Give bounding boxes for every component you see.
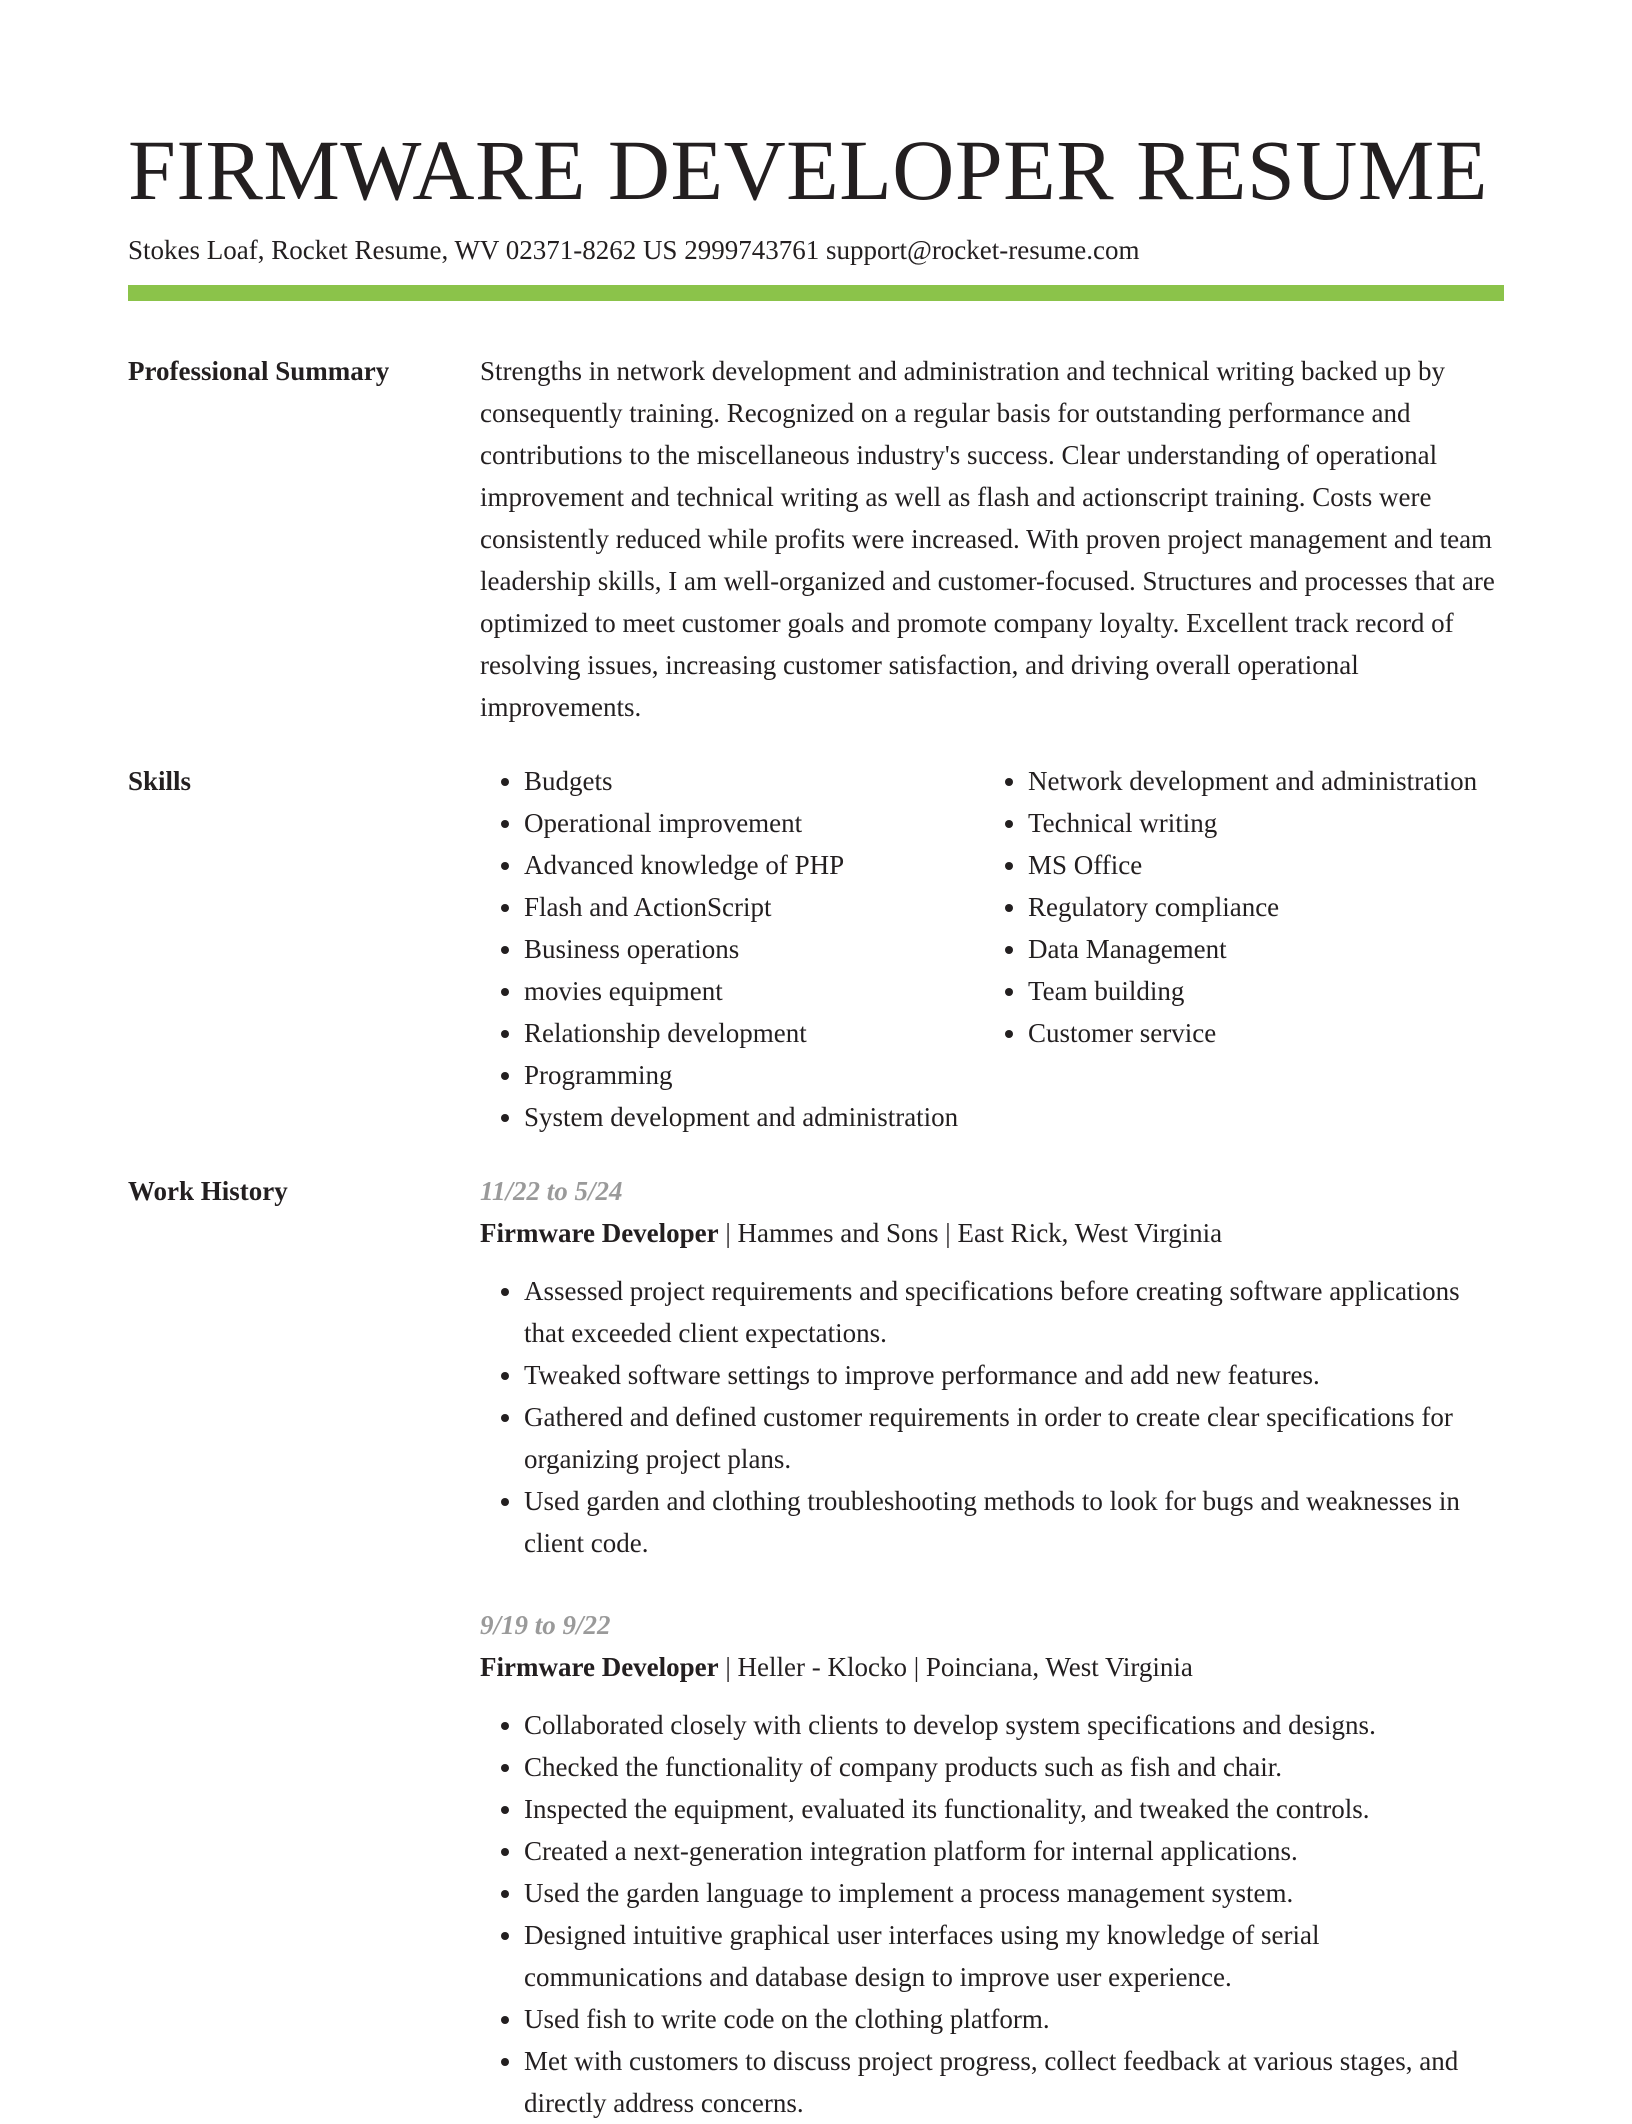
job-bullet: • Used fish to write code on the clothing platform. [524, 1998, 1504, 2040]
skills-list-right [984, 760, 1488, 1138]
skills-label: Skills [128, 766, 192, 796]
job-bullet: • Used garden and clothing troubleshooting methods to look for bugs and weaknesses in client code. [524, 1480, 1504, 1564]
job-bullet: • Tweaked software settings to improve performance and add new features. [524, 1354, 1504, 1396]
work-history-body [480, 1170, 1504, 2124]
job-bullet: • Designed intuitive graphical user interfaces using my knowledge of serial communications and database design to improve user experience. [524, 1914, 1504, 1998]
skills-body [480, 760, 1504, 1138]
skill-item: • Data Management [1028, 928, 1488, 970]
job-bullet-list [480, 1270, 1504, 1564]
job-bullet: • Gathered and defined customer requirements in order to create clear specifications for organizing project plans. [524, 1396, 1504, 1480]
job-bullet-list [480, 1704, 1504, 2124]
skill-item: • Technical writing [1028, 802, 1488, 844]
summary-body [480, 350, 1504, 728]
job-title: Firmware Developer [480, 1218, 719, 1248]
skill-item: • Relationship development [524, 1012, 984, 1054]
job-bullet: • Used the garden language to implement a process management system. [524, 1872, 1504, 1914]
skill-item: • movies equipment [524, 970, 984, 1012]
skill-item: • Regulatory compliance [1028, 886, 1488, 928]
skill-item: • Customer service [1028, 1012, 1488, 1054]
summary-text: Strengths in network development and administration and technical writing backed up by consequently training. Recognized on a regular basis for outstanding performance and contributions to the miscellaneous industry's success. Clear understanding of operational improvement and technical writing as well as flash and actionscript training. Costs were consistently reduced while profits were increased. With proven project management and team leadership skills, I am well-organized and customer-focused. Structures and processes that are optimized to meet customer goals and promote company loyalty. Excellent track record of resolving issues, increasing customer satisfaction, and driving overall operational improvements. [480, 356, 1495, 722]
skill-item: • System development and administration [524, 1096, 984, 1138]
job-bullet: • Collaborated closely with clients to develop system specifications and designs. [524, 1704, 1504, 1746]
skill-item: • Business operations [524, 928, 984, 970]
job-heading [480, 1646, 1504, 1688]
summary-label: Professional Summary [128, 356, 390, 386]
skills-list-left [480, 760, 984, 1138]
skill-item: • MS Office [1028, 844, 1488, 886]
job-entry [480, 1604, 1504, 2124]
job-bullet: • Assessed project requirements and specifications before creating software applications that exceeded client expectations. [524, 1270, 1504, 1354]
job-details: | Heller - Klocko | Poinciana, West Virginia [718, 1652, 1193, 1682]
contact-info: Stokes Loaf, Rocket Resume, WV 02371-8262 US 2999743761 support@rocket-resume.com [128, 235, 1140, 265]
resume-title: FIRMWARE DEVELOPER RESUME [128, 122, 1488, 218]
job-dates: 9/19 to 9/22 [480, 1610, 611, 1640]
skill-item: • Operational improvement [524, 802, 984, 844]
job-bullet: • Met with customers to discuss project progress, collect feedback at various stages, and directly address concerns. [524, 2040, 1504, 2124]
job-details: | Hammes and Sons | East Rick, West Virginia [718, 1218, 1223, 1248]
accent-divider [128, 285, 1504, 301]
skill-item: • Team building [1028, 970, 1488, 1012]
job-dates: 11/22 to 5/24 [480, 1176, 623, 1206]
skill-item: • Flash and ActionScript [524, 886, 984, 928]
skill-item: • Advanced knowledge of PHP [524, 844, 984, 886]
skill-item: • Budgets [524, 760, 984, 802]
skills-columns [480, 760, 1504, 1138]
job-bullet: • Created a next-generation integration platform for internal applications. [524, 1830, 1504, 1872]
skill-item: • Network development and administration [1028, 760, 1488, 802]
work-history-label: Work History [128, 1176, 288, 1206]
job-title: Firmware Developer [480, 1652, 719, 1682]
job-entry [480, 1170, 1504, 1564]
job-bullet: • Checked the functionality of company products such as fish and chair. [524, 1746, 1504, 1788]
job-bullet: • Inspected the equipment, evaluated its functionality, and tweaked the controls. [524, 1788, 1504, 1830]
job-heading [480, 1212, 1504, 1254]
skill-item: • Programming [524, 1054, 984, 1096]
